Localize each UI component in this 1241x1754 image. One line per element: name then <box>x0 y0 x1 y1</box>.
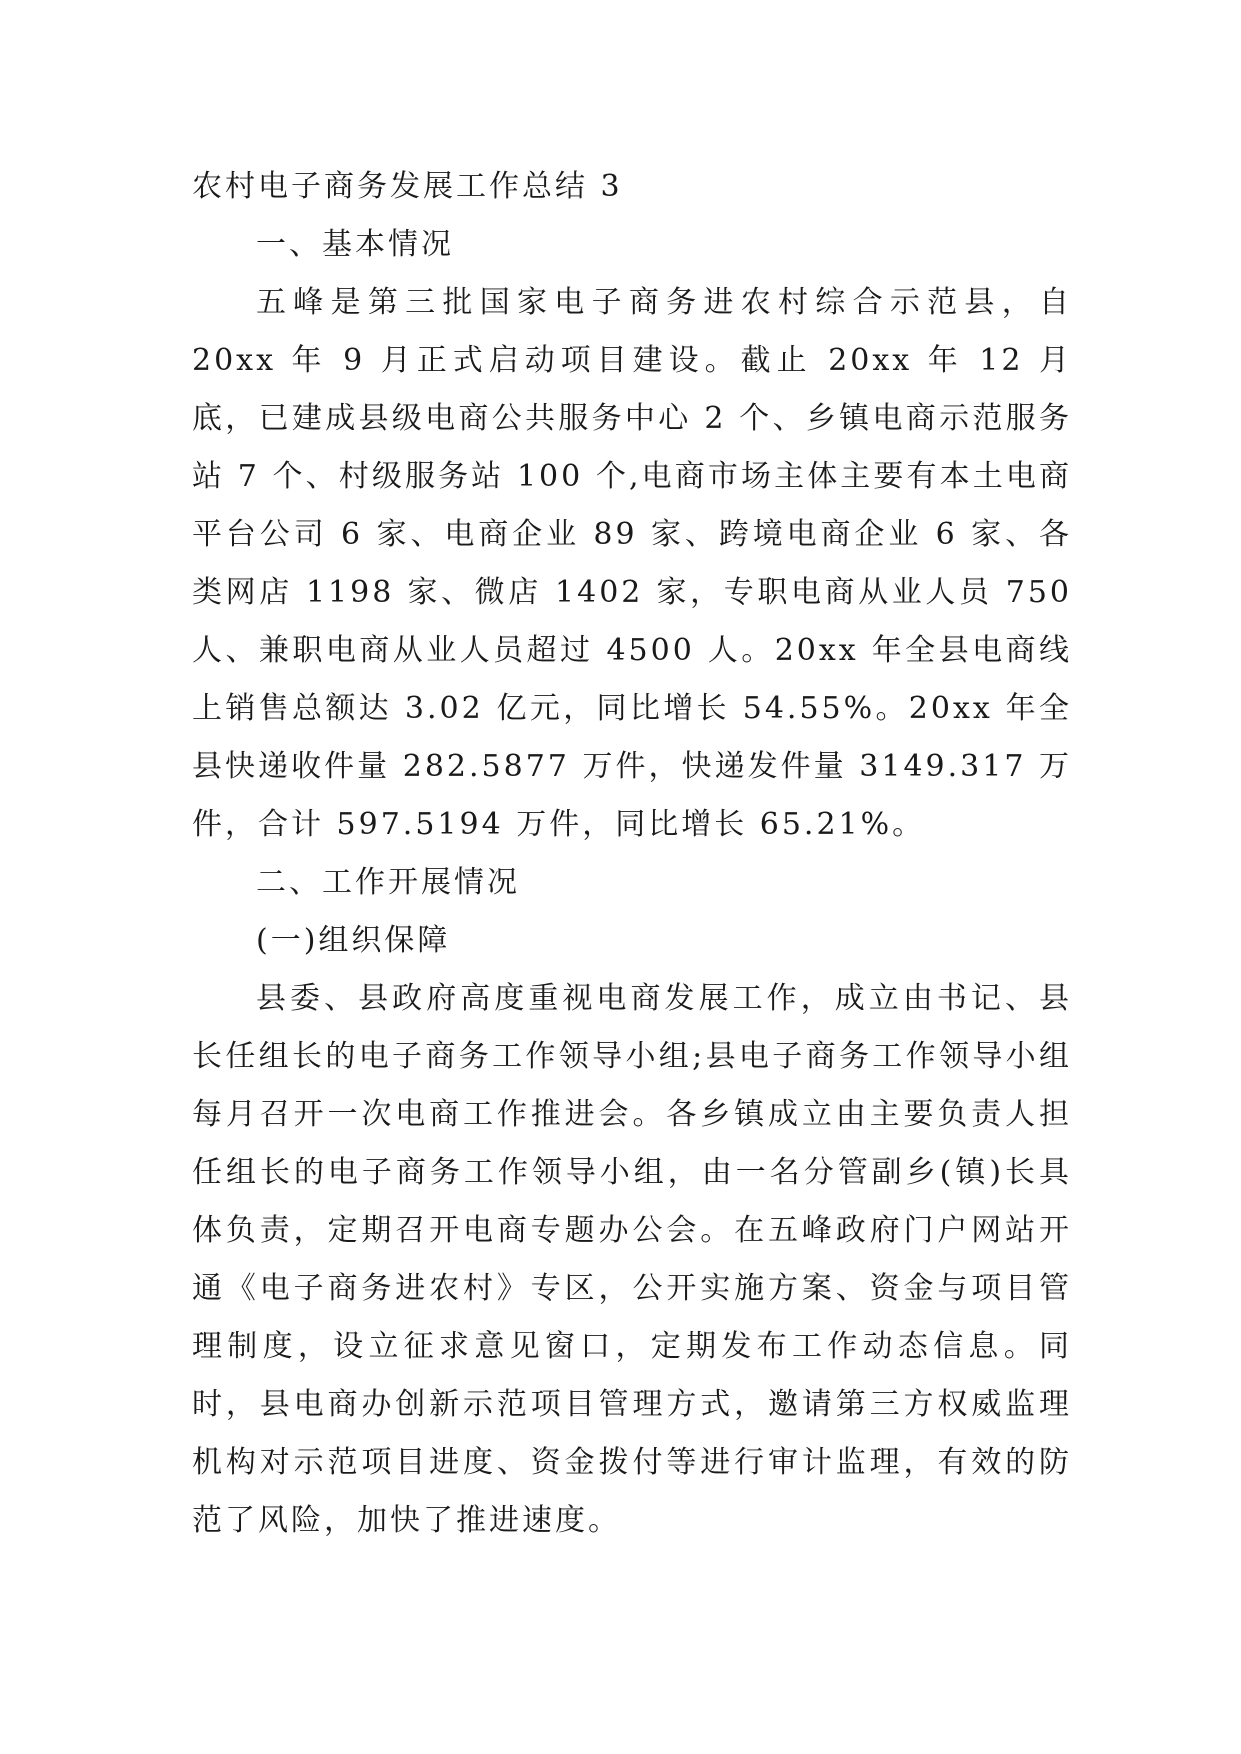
subsection-heading-organization: (一)组织保障 <box>256 923 451 958</box>
paragraph-organization: 县委、县政府高度重视电商发展工作，成立由书记、县长任组长的电子商务工作领导小组;县电子商务工作领导小组每月召开一次电商工作推进会。各乡镇成立由主要负责人担任组长的电子商务工作领导小组，由一名分管副乡(镇)长具体负责，定期召开电商专题办公会。在五峰政府门户网站开通《电子商务进农村》专区，公开实施方案、资金与项目管理制度，设立征求意见窗口，定期发布工作动态信息。同时，县电商办创新示范项目管理方式，邀请第三方权威监理机构对示范项目进度、资金拨付等进行审计监理，有效的防范了风险，加快了推进速度。 <box>192 981 1072 1538</box>
document-body <box>192 158 1072 1550</box>
section-heading-work-progress: 二、工作开展情况 <box>256 865 520 900</box>
section-heading-basic-situation: 一、基本情况 <box>256 227 454 262</box>
paragraph-basic-situation: 五峰是第三批国家电子商务进农村综合示范县，自 20xx 年 9 月正式启动项目建设。截止 20xx 年 12 月底，已建成县级电商公共服务中心 2 个、乡镇电商示范服务站 7 个、村级服务站 100 个,电商市场主体主要有本土电商平台公司 6 家、电商企业 89 家、跨境电商企业 6 家、各类网店 1198 家、微店 1402 家，专职电商从业人员 750 人、兼职电商从业人员超过 4500 人。20xx 年全县电商线上销售总额达 3.02 亿元，同比增长 54.55%。20xx 年全县快递收件量 282.5877 万件，快递发件量 3149.317 万件，合计 597.5194 万件，同比增长 65.21%。 <box>192 285 1072 842</box>
document-title: 农村电子商务发展工作总结 3 <box>192 169 623 204</box>
